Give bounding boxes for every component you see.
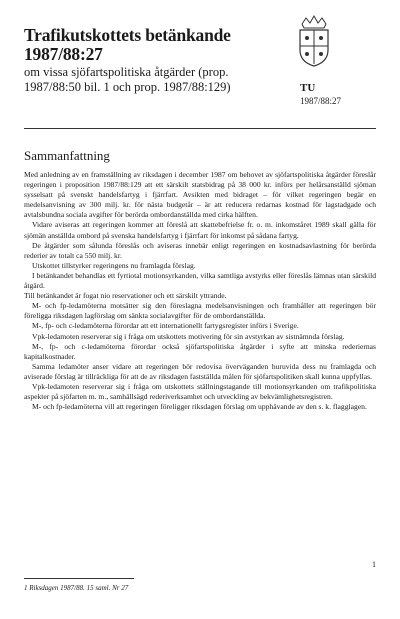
paragraph: Vidare aviseras att regeringen kommer att föreslå att skattebefrielse fr. o. m. inkomståret 1989 skall gälla för sjömän anställda ombord på svenska handelsfartyg i fjärrfart för inkomst på sådana fartyg. — [24, 220, 376, 240]
paragraph: Samma ledamöter anser vidare att regeringen bör redovisa överväganden huruvida dess nu framlagda och aviserade förslag är tillräckliga för att de av riksdagen fastställda målen för sjöfartspolitiken skall kunna uppfyllas. — [24, 361, 376, 381]
document-subtitle — [24, 65, 304, 94]
committee-code: TU — [300, 82, 316, 94]
subtitle-line-1: om vissa sjöfartspolitiska åtgärder (prop. — [24, 65, 229, 79]
section-heading: Sammanfattning — [24, 148, 110, 163]
crest-icon — [294, 14, 334, 68]
report-number: 1987/88:27 — [300, 96, 342, 106]
footnote-divider — [24, 578, 134, 579]
header-divider — [24, 128, 376, 129]
paragraph: M- och fp-ledamöterna vill att regeringen föreligger riksdagen förslag om upphävande av den s. k. flagglagen. — [32, 402, 367, 412]
footnote: 1 Riksdagen 1987/88. 15 saml. Nr 27 — [24, 584, 129, 592]
title-line-2: 1987/88:27 — [24, 44, 103, 64]
paragraph: Vpk-ledamoten reserverar sig i fråga om utskottets motivering för sin avstyrkan av sistnämnda förslag. — [32, 331, 345, 341]
paragraph: De åtgärder som sålunda föreslås och aviseras innebär enligt regeringen en kostnadsavlastning för berörda rederier av totalt ca 550 milj. kr. — [24, 240, 376, 260]
document-title — [24, 26, 304, 64]
title-line-1: Trafikutskottets betänkande — [24, 25, 231, 45]
subtitle-line-2: 1987/88:50 bil. 1 och prop. 1987/88:129) — [24, 79, 231, 94]
paragraph: M-, fp- och c-ledamöterna förordar också sjöfartspolitiska åtgärder i syfte att minska rederiernas kapitalkostnader. — [24, 341, 376, 361]
paragraph: Vpk-ledamoten reserverar sig i fråga om utskottets ställningstagande till motionsyrkanden om trafikpolitiska aspekter på sjöfarten m. m., samhällsägd rederiverksamhet och utveckling av bekvämlighetsregistren. — [24, 381, 376, 402]
summary-body — [24, 170, 376, 412]
paragraph: M- och fp-ledamöterna motsätter sig den föreslagna medelsanvisningen och framhåller att regeringen bör föreligga riksdagen lagförslag om sänkta socialavgifter för de ombordanställda. — [24, 301, 376, 321]
paragraph: Med anledning av en framställning av riksdagen i december 1987 om behovet av sjöfartspolitiska åtgärder föreslår regeringen i proposition 1987/88:129 att ett särskilt statsbidrag på 38 000 kr. införs per helårsanställd sjöman sysselsatt på svenskt handelsfartyg i fjärrfart. Avsikten med bidraget – för vilket regeringen begär en medelsanvisning av 300 milj. kr. för nästa budgetår – är att reducera redarnas kostnad för lagstadgade och avtalsbundna sociala avgifter för berörda ombordanställda med cirka hälften. — [24, 170, 376, 220]
paragraph: Till betänkandet är fogat nio reservationer och ett särskilt yttrande. — [24, 291, 227, 301]
paragraph: Utskottet tillstyrker regeringens nu framlagda förslag. — [32, 260, 196, 270]
page-number: 1 — [372, 560, 376, 569]
paragraph: M-, fp- och c-ledamöterna förordar att ett internationellt fartygsregister införs i Sverige. — [32, 321, 299, 331]
paragraph: I betänkandet behandlas ett fyrtiotal motionsyrkanden, vilka samtliga avstyrks eller föreslås lämnas utan särskild åtgärd. — [24, 270, 376, 291]
